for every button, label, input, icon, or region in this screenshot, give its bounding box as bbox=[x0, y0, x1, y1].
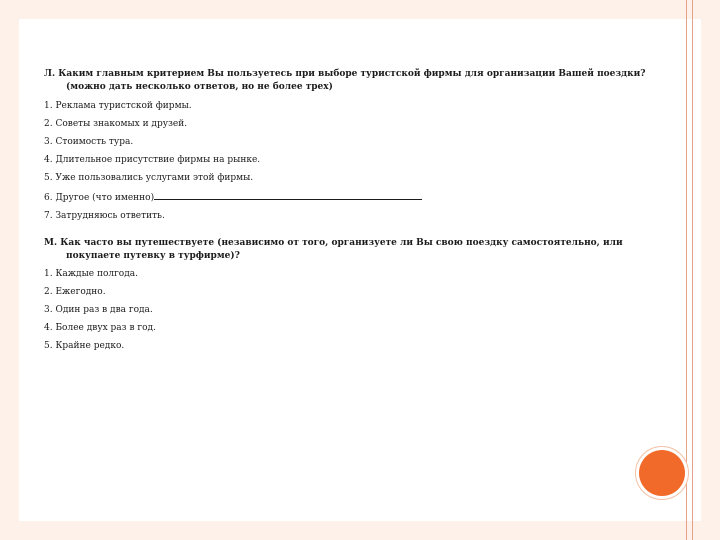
question-l-title-line2: (можно дать несколько ответов, но не более трех) bbox=[66, 82, 333, 92]
option-l-7: 7. Затрудняюсь ответить. bbox=[44, 211, 165, 221]
question-m-title-line2: покупаете путевку в турфирме)? bbox=[66, 251, 240, 261]
question-m-title-line1: М. Как часто вы путешествуете (независимо от того, организуете ли Вы свою поездку самостоятельно, или bbox=[44, 238, 623, 248]
decorative-line-1 bbox=[686, 0, 687, 540]
option-l-3: 3. Стоимость тура. bbox=[44, 137, 134, 147]
frame-border-left bbox=[0, 0, 19, 540]
option-l-6-label: 6. Другое (что именно) bbox=[44, 193, 155, 203]
option-m-5: 5. Крайне редко. bbox=[44, 341, 125, 351]
option-l-1: 1. Реклама туристской фирмы. bbox=[44, 101, 192, 111]
option-l-6 bbox=[44, 190, 664, 205]
option-l-2: 2. Советы знакомых и друзей. bbox=[44, 119, 188, 129]
answer-blank-line bbox=[154, 190, 422, 200]
frame-border-right bbox=[701, 0, 720, 540]
questionnaire-content bbox=[44, 68, 664, 358]
option-l-5: 5. Уже пользовались услугами этой фирмы. bbox=[44, 173, 254, 183]
option-m-2: 2. Ежегодно. bbox=[44, 287, 106, 297]
question-m-title bbox=[44, 237, 664, 263]
decorative-line-2 bbox=[692, 0, 693, 540]
frame-border-top bbox=[0, 0, 720, 19]
frame-border-bottom bbox=[0, 521, 720, 540]
option-m-4: 4. Более двух раз в год. bbox=[44, 323, 156, 333]
option-m-3: 3. Один раз в два года. bbox=[44, 305, 153, 315]
question-m bbox=[44, 237, 664, 353]
question-l-title bbox=[44, 68, 664, 94]
option-m-1: 1. Каждые полгода. bbox=[44, 269, 138, 279]
question-l-title-line1: Л. Каким главным критерием Вы пользуетесь при выборе туристской фирмы для организации Вашей поездки? bbox=[44, 69, 646, 79]
decorative-circle bbox=[639, 450, 685, 496]
option-l-4: 4. Длительное присутствие фирмы на рынке. bbox=[44, 155, 261, 165]
question-l bbox=[44, 68, 664, 223]
